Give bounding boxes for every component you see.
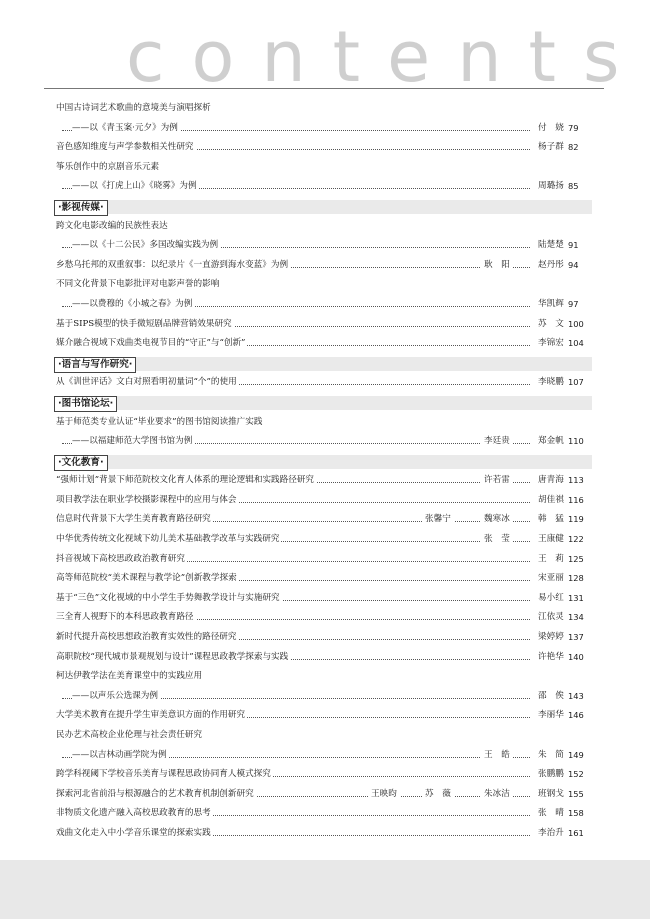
entry-author: 王康健 [536, 530, 566, 550]
toc-entry[interactable] [56, 667, 592, 687]
toc-entry[interactable] [56, 746, 592, 766]
entry-author: 李晓鹏 [536, 373, 566, 393]
page-number: 79 [568, 122, 579, 133]
entry-title: 中华优秀传统文化视域下幼儿美术基础教学改革与实践研究 [56, 530, 281, 550]
section-heading [56, 452, 592, 472]
co-author: 张馨宁 [422, 510, 454, 530]
entry-title: ——以费穆的《小城之春》为例 [72, 295, 194, 315]
entry-title: 从《训世评话》文白对照看明初量词“个”的使用 [56, 373, 239, 393]
toc-entry[interactable] [56, 158, 592, 178]
entry-author: 许艳华 [536, 648, 566, 668]
page-number: 97 [568, 298, 579, 309]
page-number: 113 [568, 475, 584, 486]
co-author: 魏寒冰 [481, 510, 513, 530]
co-author: 苏 薇 [422, 785, 454, 805]
page-number: 152 [568, 769, 584, 780]
entry-title: 跨学科视阈下学校音乐美育与课程思政协同育人模式探究 [56, 765, 273, 785]
entry-author: 张鹏鹏 [536, 765, 566, 785]
entry-author: 韩 猛 [536, 510, 566, 530]
page-number: 149 [568, 749, 584, 760]
page-number: 161 [568, 827, 584, 838]
page-number: 94 [568, 259, 579, 270]
toc-entry[interactable] [56, 804, 592, 824]
page-number: 128 [568, 573, 584, 584]
page-number: 107 [568, 377, 584, 388]
page-number: 155 [568, 788, 584, 799]
toc-entry[interactable] [56, 530, 592, 550]
entry-title: 新时代提升高校思想政治教育实效性的路径研究 [56, 628, 238, 648]
entry-author: 李丽华 [536, 706, 566, 726]
entry-title: ——以声乐公选课为例 [72, 687, 160, 707]
entry-title: 三全育人视野下的本科思政教育路径 [56, 608, 196, 628]
entry-author: 邵 俟 [536, 687, 566, 707]
entry-title: 柯达伊教学法在美育课堂中的实践应用 [56, 667, 204, 687]
toc-entry[interactable] [56, 432, 592, 452]
entry-title: 项目教学法在职业学校摄影课程中的应用与体会 [56, 491, 238, 511]
section-heading [56, 393, 592, 413]
entry-author: 宋亚丽 [536, 569, 566, 589]
entry-author: 陆楚楚 [536, 236, 566, 256]
entry-title: 信息时代背景下大学生美育教育路径研究 [56, 510, 213, 530]
entry-author: 李锦宏 [536, 334, 566, 354]
toc-entry[interactable] [56, 628, 592, 648]
entry-title: 音色感知维度与声学参数相关性研究 [56, 138, 196, 158]
co-author: 李廷贵 [481, 432, 513, 452]
entry-author: 易小红 [536, 589, 566, 609]
entry-title: ——以《打虎上山》《晓雾》为例 [72, 177, 199, 197]
toc-entry[interactable] [56, 471, 592, 491]
co-author: 耿 阳 [481, 256, 513, 276]
page-number: 116 [568, 494, 584, 505]
page-number: 158 [568, 808, 584, 819]
entry-title: 大学美术教育在提升学生审美意识方面的作用研究 [56, 706, 247, 726]
entry-author: 苏 文 [536, 315, 566, 335]
entry-author: 朱 简 [536, 746, 566, 766]
entry-title: 基于师范类专业认证“毕业要求”的图书馆阅读推广实践 [56, 413, 264, 433]
entry-title: 乡愁乌托邦的双重叙事：以纪录片《一直游到海水变蓝》为例 [56, 256, 290, 276]
toc-entry[interactable] [56, 491, 592, 511]
page-number: 100 [568, 318, 584, 329]
toc-entry[interactable] [56, 217, 592, 237]
entry-author: 班钢戈 [536, 785, 566, 805]
entry-author: 郑金帆 [536, 432, 566, 452]
page-number: 125 [568, 553, 584, 564]
header-rule [44, 88, 604, 89]
entry-author: 胡佳祺 [536, 491, 566, 511]
toc-entry[interactable] [56, 785, 592, 805]
page-number: 82 [568, 142, 579, 153]
toc-entry[interactable] [56, 648, 592, 668]
contents-heading: contents [126, 16, 647, 98]
toc-entry[interactable] [56, 236, 592, 256]
co-author: 王 皓 [481, 746, 513, 766]
entry-author: 付 娆 [536, 119, 566, 139]
page-number: 122 [568, 534, 584, 545]
entry-title: 媒介融合视域下戏曲类电视节目的“守正”与“创新” [56, 334, 247, 354]
footer-band [0, 860, 650, 919]
table-of-contents [56, 99, 592, 844]
entry-title: 戏曲文化走入中小学音乐课堂的探索实践 [56, 824, 213, 844]
toc-entry[interactable] [56, 608, 592, 628]
entry-author: 梁婷婷 [536, 628, 566, 648]
entry-author: 李治升 [536, 824, 566, 844]
page-number: 134 [568, 612, 584, 623]
toc-entry[interactable] [56, 569, 592, 589]
entry-title: 高等师范院校“美术课程与教学论”创新教学探索 [56, 569, 239, 589]
co-author: 王映昀 [368, 785, 400, 805]
toc-entry[interactable] [56, 138, 592, 158]
entry-title: 不同文化背景下电影批评对电影声誉的影响 [56, 275, 221, 295]
section-label: ·影视传媒· [54, 200, 108, 216]
section-label: ·文化教育· [54, 455, 108, 471]
page-number: 119 [568, 514, 584, 525]
entry-author: 江依灵 [536, 608, 566, 628]
entry-title: 基于SIPS模型的快手微短剧品牌营销效果研究 [56, 315, 234, 335]
entry-title: 高职院校“现代城市景观规划与设计”课程思政教学探索与实践 [56, 648, 290, 668]
toc-entry[interactable] [56, 726, 592, 746]
toc-entry[interactable] [56, 99, 592, 119]
entry-title: 非物质文化遗产融入高校思政教育的思考 [56, 804, 213, 824]
toc-entry[interactable] [56, 413, 592, 433]
entry-title: ——以福建师范大学图书馆为例 [72, 432, 194, 452]
section-bar [54, 455, 592, 469]
entry-title: 抖音视域下高校思政政治教育研究 [56, 550, 187, 570]
toc-entry[interactable] [56, 315, 592, 335]
toc-entry[interactable] [56, 177, 592, 197]
co-author: 朱冰洁 [481, 785, 513, 805]
entry-title: 基于“三色”文化视域的中小学生手势舞教学设计与实施研究 [56, 589, 282, 609]
entry-author: 张 晴 [536, 804, 566, 824]
toc-entry[interactable] [56, 765, 592, 785]
entry-title: 探索河北省前沿与根源融合的艺术教育机制创新研究 [56, 785, 256, 805]
toc-entry[interactable] [56, 119, 592, 139]
entry-author: 华凯辉 [536, 295, 566, 315]
section-bar [54, 396, 592, 410]
toc-entry[interactable] [56, 295, 592, 315]
page-number: 110 [568, 436, 584, 447]
section-label: ·语言与写作研究· [54, 357, 136, 373]
entry-title: 跨文化电影改编的民族性表达 [56, 217, 170, 237]
page-number: 146 [568, 710, 584, 721]
page-number: 143 [568, 690, 584, 701]
entry-author: 赵丹彤 [536, 256, 566, 276]
entry-title: ——以《十二公民》多国改编实践为例 [72, 236, 220, 256]
section-label: ·图书馆论坛· [54, 396, 117, 412]
entry-title: 民办艺术高校企业伦理与社会责任研究 [56, 726, 204, 746]
page-number: 104 [568, 338, 584, 349]
toc-entry[interactable] [56, 687, 592, 707]
page-number: 131 [568, 592, 584, 603]
entry-title: 筝乐创作中的京剧音乐元素 [56, 158, 161, 178]
entry-author: 杨子群 [536, 138, 566, 158]
co-author: 许若雷 [481, 471, 513, 491]
toc-entry[interactable] [56, 550, 592, 570]
toc-entry[interactable] [56, 510, 592, 530]
entry-author: 王 莉 [536, 550, 566, 570]
page-number: 137 [568, 632, 584, 643]
section-bar [54, 200, 592, 214]
page-number: 91 [568, 240, 579, 251]
toc-entry[interactable] [56, 706, 592, 726]
entry-author: 周璐扬 [536, 177, 566, 197]
toc-entry[interactable] [56, 824, 592, 844]
co-author: 张 莹 [481, 530, 513, 550]
toc-entry[interactable] [56, 256, 592, 276]
toc-entry[interactable] [56, 275, 592, 295]
page-number: 85 [568, 181, 579, 192]
entry-title: “强师计划”背景下师范院校文化育人体系的理论逻辑和实践路径研究 [56, 471, 316, 491]
toc-entry[interactable] [56, 373, 592, 393]
entry-title: ——以《青玉案·元夕》为例 [72, 119, 180, 139]
entry-title: ——以吉林动画学院为例 [72, 746, 169, 766]
section-heading [56, 197, 592, 217]
section-heading [56, 354, 592, 374]
entry-title: 中国古诗词艺术歌曲的意境美与演唱探析 [56, 99, 213, 119]
page-number: 140 [568, 651, 584, 662]
toc-entry[interactable] [56, 334, 592, 354]
entry-author: 唐青海 [536, 471, 566, 491]
toc-entry[interactable] [56, 589, 592, 609]
